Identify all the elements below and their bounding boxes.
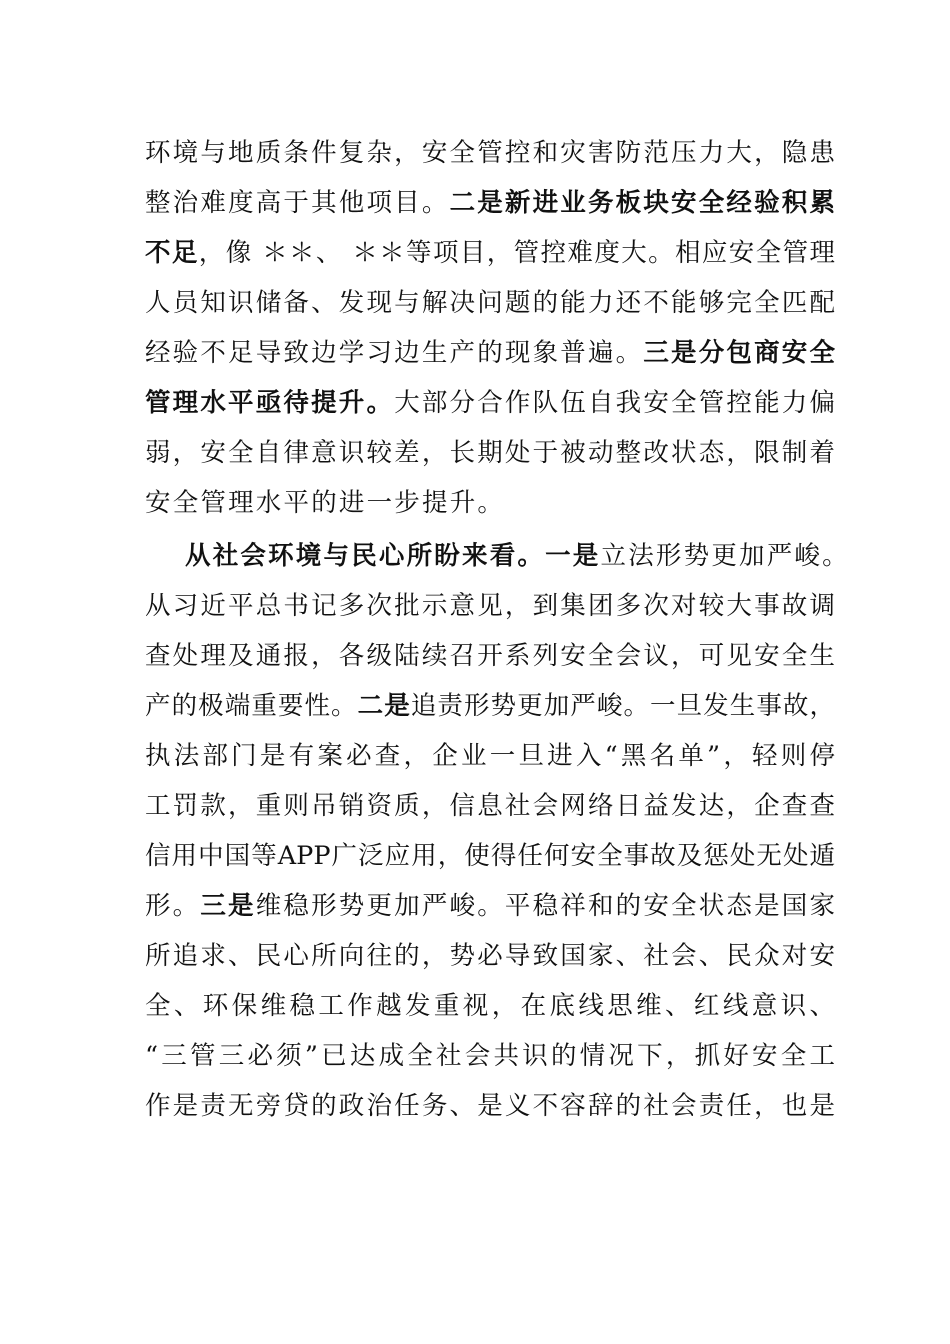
body-text: 工罚款，重则吊销资质，信息社会网络日益发达，企查查 <box>145 791 835 821</box>
body-text: 立法形势更加严峻。 <box>600 541 850 571</box>
body-text: 大部分合作队伍自我安全管控能力偏 <box>394 388 835 418</box>
text-line <box>145 328 835 378</box>
text-line <box>145 128 835 178</box>
body-text: ，像 ＊＊、 ＊＊等项目，管控难度大。相应安全管理 <box>198 238 835 268</box>
bold-text: 从社会环境与民心所盼来看。一是 <box>185 541 601 571</box>
bold-text: 三是 <box>200 891 256 921</box>
bold-text: 不足 <box>145 238 199 268</box>
body-text: 弱，安全自律意识较差，长期处于被动整改状态，限制着 <box>145 438 835 468</box>
body-text: 环境与地质条件复杂，安全管控和灾害防范压力大，隐患 <box>145 138 835 168</box>
body-text: 整治难度高于其他项目。 <box>145 188 450 218</box>
text-line <box>145 631 835 681</box>
body-text: 执法部门是有案必查，企业一旦进入“黑名单”，轻则停 <box>145 741 835 771</box>
body-text: 形。 <box>145 891 201 921</box>
bold-text: 二是 <box>357 691 411 721</box>
text-line <box>145 981 835 1031</box>
text-line <box>145 681 835 731</box>
text-line <box>145 881 835 931</box>
text-line <box>145 831 835 881</box>
body-text: 所追求、民心所向往的，势必导致国家、社会、民众对安 <box>145 941 835 971</box>
body-text: 经验不足导致边学习边生产的现象普遍。 <box>145 338 644 368</box>
body-text: 从习近平总书记多次批示意见，到集团多次对较大事故调 <box>145 591 835 621</box>
text-line <box>145 731 835 781</box>
body-text: “三管三必须”已达成全社会共识的情况下，抓好安全工 <box>145 1041 835 1071</box>
body-text: 维稳形势更加严峻。平稳祥和的安全状态是国家 <box>255 891 835 921</box>
body-text: 追责形势更加严峻。一旦发生事故， <box>410 691 835 721</box>
text-line <box>145 178 835 228</box>
bold-text: 管理水平亟待提升。 <box>145 388 395 418</box>
text-line <box>145 1081 835 1131</box>
body-text: 安全管理水平的进一步提升。 <box>145 488 506 518</box>
text-line <box>145 478 835 528</box>
text-line <box>145 428 835 478</box>
text-line <box>185 531 850 581</box>
text-line <box>145 581 835 631</box>
text-line <box>145 931 835 981</box>
body-text: 查处理及通报，各级陆续召开系列安全会议，可见安全生 <box>145 641 835 671</box>
body-text: 产的极端重要性。 <box>145 691 358 721</box>
text-line <box>145 378 835 428</box>
body-text: 信用中国等APP广泛应用，使得任何安全事故及惩处无处遁 <box>145 841 835 871</box>
body-text: 人员知识储备、发现与解决问题的能力还不能够完全匹配 <box>145 288 835 318</box>
bold-text: 二是新进业务板块安全经验积累 <box>449 188 835 218</box>
text-line <box>145 1031 835 1081</box>
text-line <box>145 781 835 831</box>
text-line <box>145 228 835 278</box>
body-text: 作是责无旁贷的政治任务、是义不容辞的社会责任，也是 <box>145 1091 835 1121</box>
bold-text: 三是分包商安全 <box>643 338 835 368</box>
text-line <box>145 278 835 328</box>
body-text: 全、环保维稳工作越发重视，在底线思维、红线意识、 <box>145 991 835 1021</box>
